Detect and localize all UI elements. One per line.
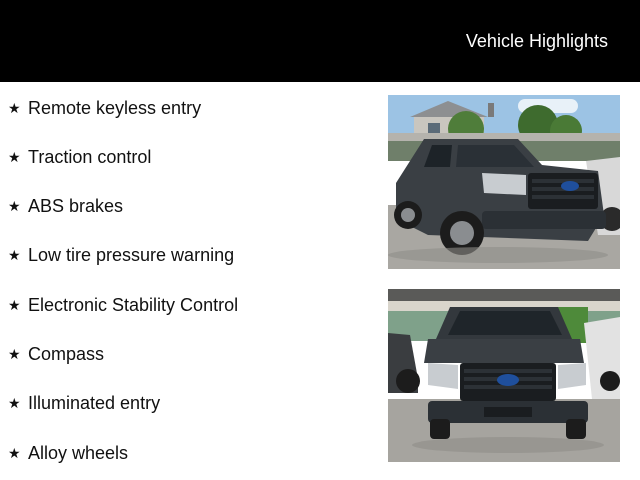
- star-icon: ★: [8, 395, 21, 411]
- vehicle-photo-side: [388, 95, 620, 269]
- feature-item: [8, 440, 128, 466]
- feature-item: [8, 144, 151, 170]
- truck-front-image: [388, 289, 620, 462]
- star-icon: ★: [8, 346, 21, 362]
- truck-side-image: [388, 95, 620, 269]
- feature-item: [8, 390, 160, 416]
- feature-item: [8, 193, 123, 219]
- feature-label: Remote keyless entry: [28, 98, 202, 118]
- feature-label: Electronic Stability Control: [28, 295, 239, 315]
- star-icon: ★: [8, 247, 21, 263]
- feature-item: [8, 292, 238, 318]
- star-icon: ★: [8, 198, 21, 214]
- feature-label: Traction control: [28, 147, 152, 167]
- vehicle-photo-front: [388, 289, 620, 462]
- feature-item: [8, 242, 234, 268]
- feature-item: [8, 341, 104, 367]
- feature-label: Illuminated entry: [28, 393, 161, 413]
- star-icon: ★: [8, 297, 21, 313]
- feature-label: Compass: [28, 344, 105, 364]
- star-icon: ★: [8, 149, 21, 165]
- feature-label: Alloy wheels: [28, 443, 129, 463]
- header-bar: [0, 0, 640, 82]
- star-icon: ★: [8, 445, 21, 461]
- page-title: Vehicle Highlights: [465, 31, 608, 51]
- star-icon: ★: [8, 100, 21, 116]
- feature-label: Low tire pressure warning: [28, 245, 235, 265]
- feature-item: [8, 95, 201, 121]
- feature-label: ABS brakes: [28, 196, 124, 216]
